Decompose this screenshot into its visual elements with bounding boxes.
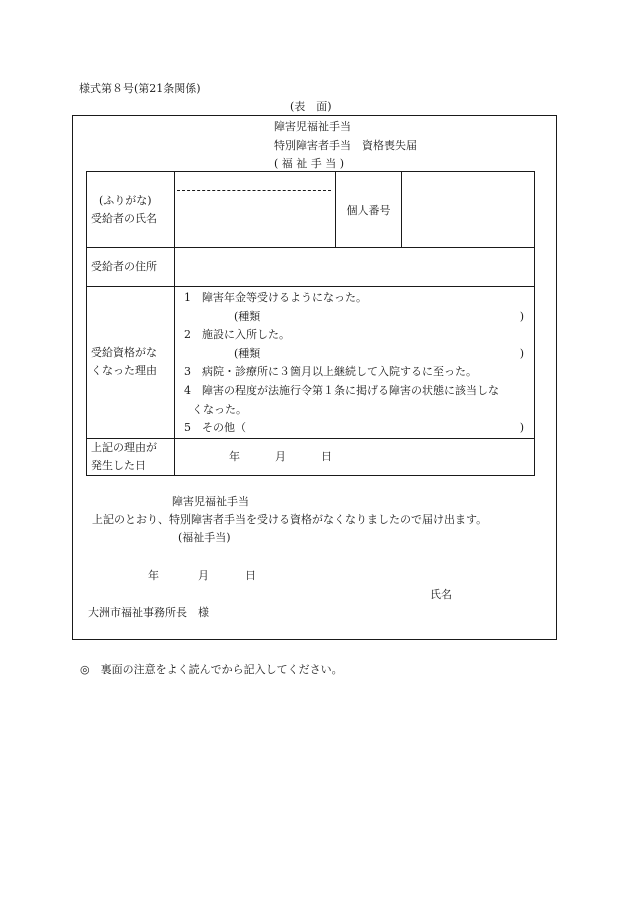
title-line-1: 障害児福祉手当 (274, 120, 351, 133)
reason-item-5[interactable]: 5 その他（ ) (184, 421, 524, 435)
date-day: 日 (321, 449, 332, 463)
declaration-line-2: 上記のとおり、特別障害者手当を受ける資格がなくなりましたので届け出ます。 (92, 513, 488, 526)
address-row (87, 248, 535, 287)
furigana-field[interactable] (177, 172, 331, 191)
reason-item-4-cont: くなった。 (192, 402, 247, 416)
signature-name-label[interactable]: 氏名 (430, 588, 452, 601)
name-label: 受給者の氏名 (91, 211, 157, 225)
declaration-line-3: (福祉手当) (178, 531, 231, 544)
form-number: 様式第８号(第21条関係) (79, 82, 201, 95)
reason-item-1[interactable]: 1 障害年金等受けるようになった。 (184, 291, 367, 304)
address-field[interactable] (175, 248, 535, 287)
reason-label-2: くなった理由 (91, 364, 157, 378)
title-line-2: 特別障害者手当 資格喪失届 (274, 139, 417, 152)
reason-item-2-type[interactable]: (種類 ) (234, 346, 524, 360)
signature-month[interactable]: 月 (198, 569, 209, 582)
reason-item-2[interactable]: 2 施設に入所した。 (184, 328, 290, 342)
date-month: 月 (275, 449, 286, 463)
individual-number-field[interactable] (402, 172, 535, 248)
reason-label-cell (87, 287, 175, 439)
name-value-cell[interactable] (175, 172, 336, 248)
recipient: 大洲市福祉事務所長 様 (88, 606, 209, 619)
individual-number-label: 個人番号 (336, 172, 402, 248)
date-label-cell (87, 438, 175, 475)
side-label: (表 面) (290, 100, 332, 113)
reason-row (87, 287, 535, 439)
date-label-2: 発生した日 (91, 458, 146, 472)
signature-year[interactable]: 年 (148, 569, 159, 582)
reason-item-3[interactable]: 3 病院・診療所に３箇月以上継続して入院するに至った。 (184, 365, 477, 379)
footnote: ◎ 裏面の注意をよく読んでから記入してください。 (80, 663, 343, 676)
title-line-3: ( 福 祉 手 当 ) (274, 157, 345, 170)
date-field[interactable] (175, 438, 535, 475)
signature-day[interactable]: 日 (245, 569, 256, 582)
date-row (87, 438, 535, 475)
reason-label-1: 受給資格がな (91, 346, 157, 360)
furigana-label: (ふりがな) (99, 193, 152, 207)
declaration-line-1: 障害児福祉手当 (172, 495, 249, 508)
name-label-cell (87, 172, 175, 248)
address-label: 受給者の住所 (87, 248, 175, 287)
reason-item-1-type[interactable]: (種類 ) (234, 309, 524, 323)
reason-item-4[interactable]: 4 障害の程度が法施行令第１条に掲げる障害の状態に該当しな (184, 383, 499, 397)
name-row (87, 172, 535, 248)
form-table (86, 171, 535, 476)
date-label-1: 上記の理由が (91, 440, 157, 454)
reason-list (175, 287, 535, 439)
date-year: 年 (229, 449, 240, 463)
